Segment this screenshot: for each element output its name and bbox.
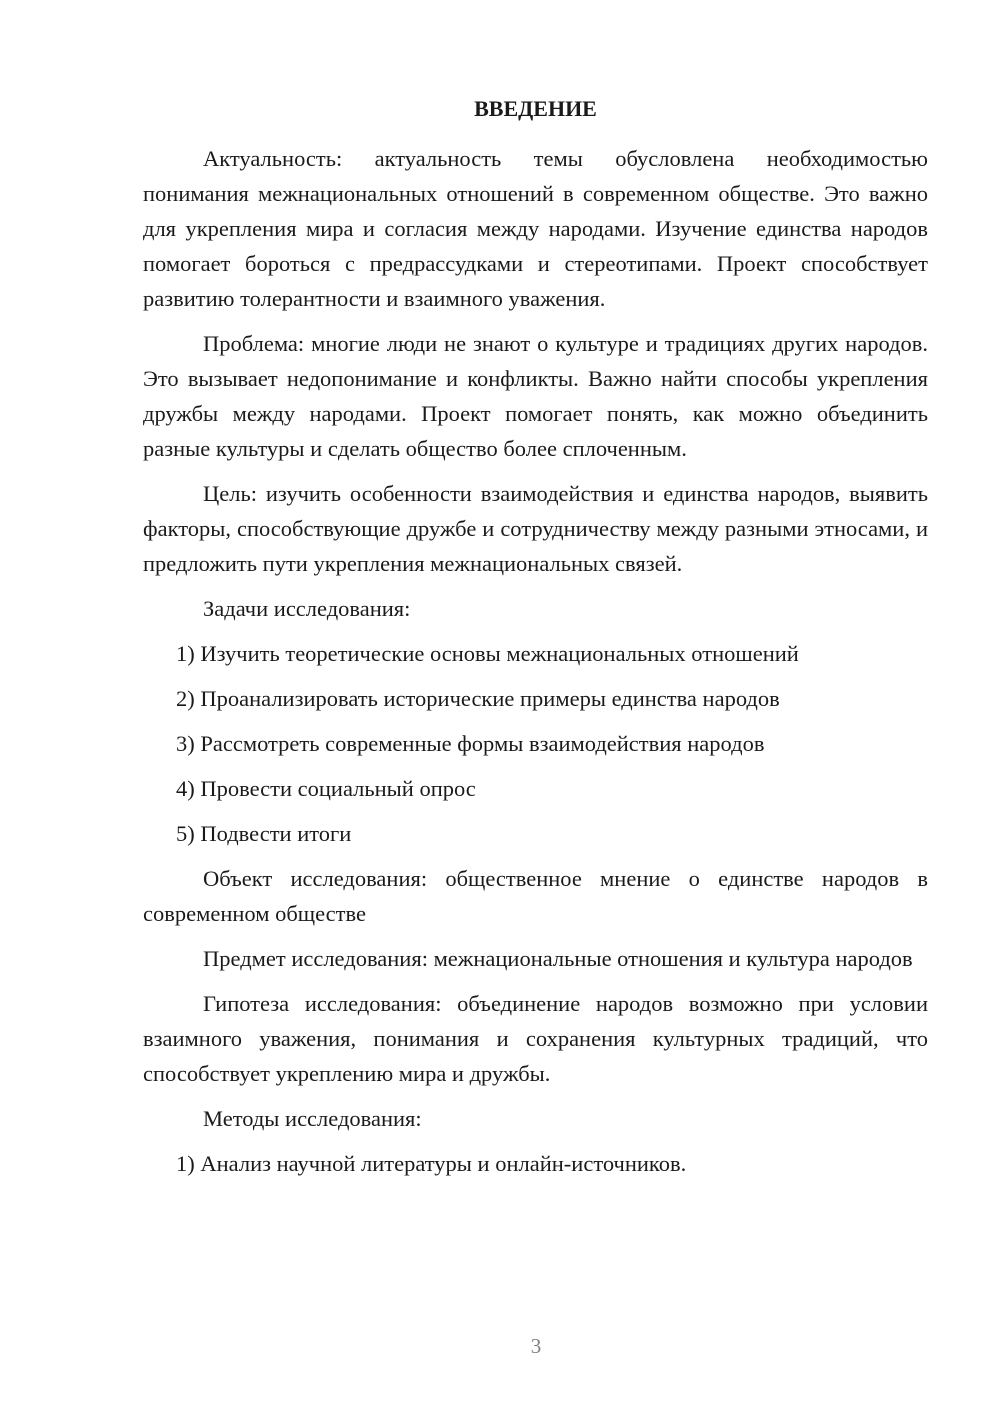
hypothesis-paragraph: Гипотеза исследования: объединение народов возможно при условии взаимного уважения, понимания и сохранения культурных традиций, что способствует укреплению мира и дружбы.: [143, 991, 928, 1086]
page-title: ВВЕДЕНИЕ: [474, 96, 597, 121]
list-item: 5) Подвести итоги: [176, 821, 352, 846]
tasks-list: [143, 636, 928, 851]
page-number: 3: [530, 1334, 542, 1358]
subject-paragraph: Предмет исследования: межнациональные отношения и культура народов: [203, 946, 913, 971]
goal-paragraph: Цель: изучить особенности взаимодействия и единства народов, выявить факторы, способствующие дружбе и сотрудничеству между разными этносами, и предложить пути укрепления межнациональных связей.: [143, 481, 928, 576]
object-paragraph: Объект исследования: общественное мнение о единстве народов в современном обществе: [143, 866, 928, 926]
methods-list: [143, 1146, 928, 1181]
list-item: 4) Провести социальный опрос: [176, 776, 476, 801]
problem-paragraph: Проблема: многие люди не знают о культуре и традициях других народов. Это вызывает недопонимание и конфликты. Важно найти способы укрепления дружбы между народами. Проект помогает понять, как можно объединить разные культуры и сделать общество более сплоченным.: [143, 331, 928, 461]
list-item: 1) Изучить теоретические основы межнациональных отношений: [176, 641, 799, 666]
methods-label: Методы исследования:: [203, 1106, 422, 1131]
document-page: [143, 94, 928, 1191]
tasks-label: Задачи исследования:: [203, 596, 411, 621]
list-item: 2) Проанализировать исторические примеры единства народов: [176, 686, 780, 711]
list-item: 1) Анализ научной литературы и онлайн-источников.: [176, 1151, 687, 1176]
list-item: 3) Рассмотреть современные формы взаимодействия народов: [176, 731, 765, 756]
relevance-paragraph: Актуальность: актуальность темы обусловлена необходимостью понимания межнациональных отношений в современном обществе. Это важно для укрепления мира и согласия между народами. Изучение единства народов помогает бороться с предрассудками и стереотипами. Проект способствует развитию толерантности и взаимного уважения.: [143, 146, 928, 311]
